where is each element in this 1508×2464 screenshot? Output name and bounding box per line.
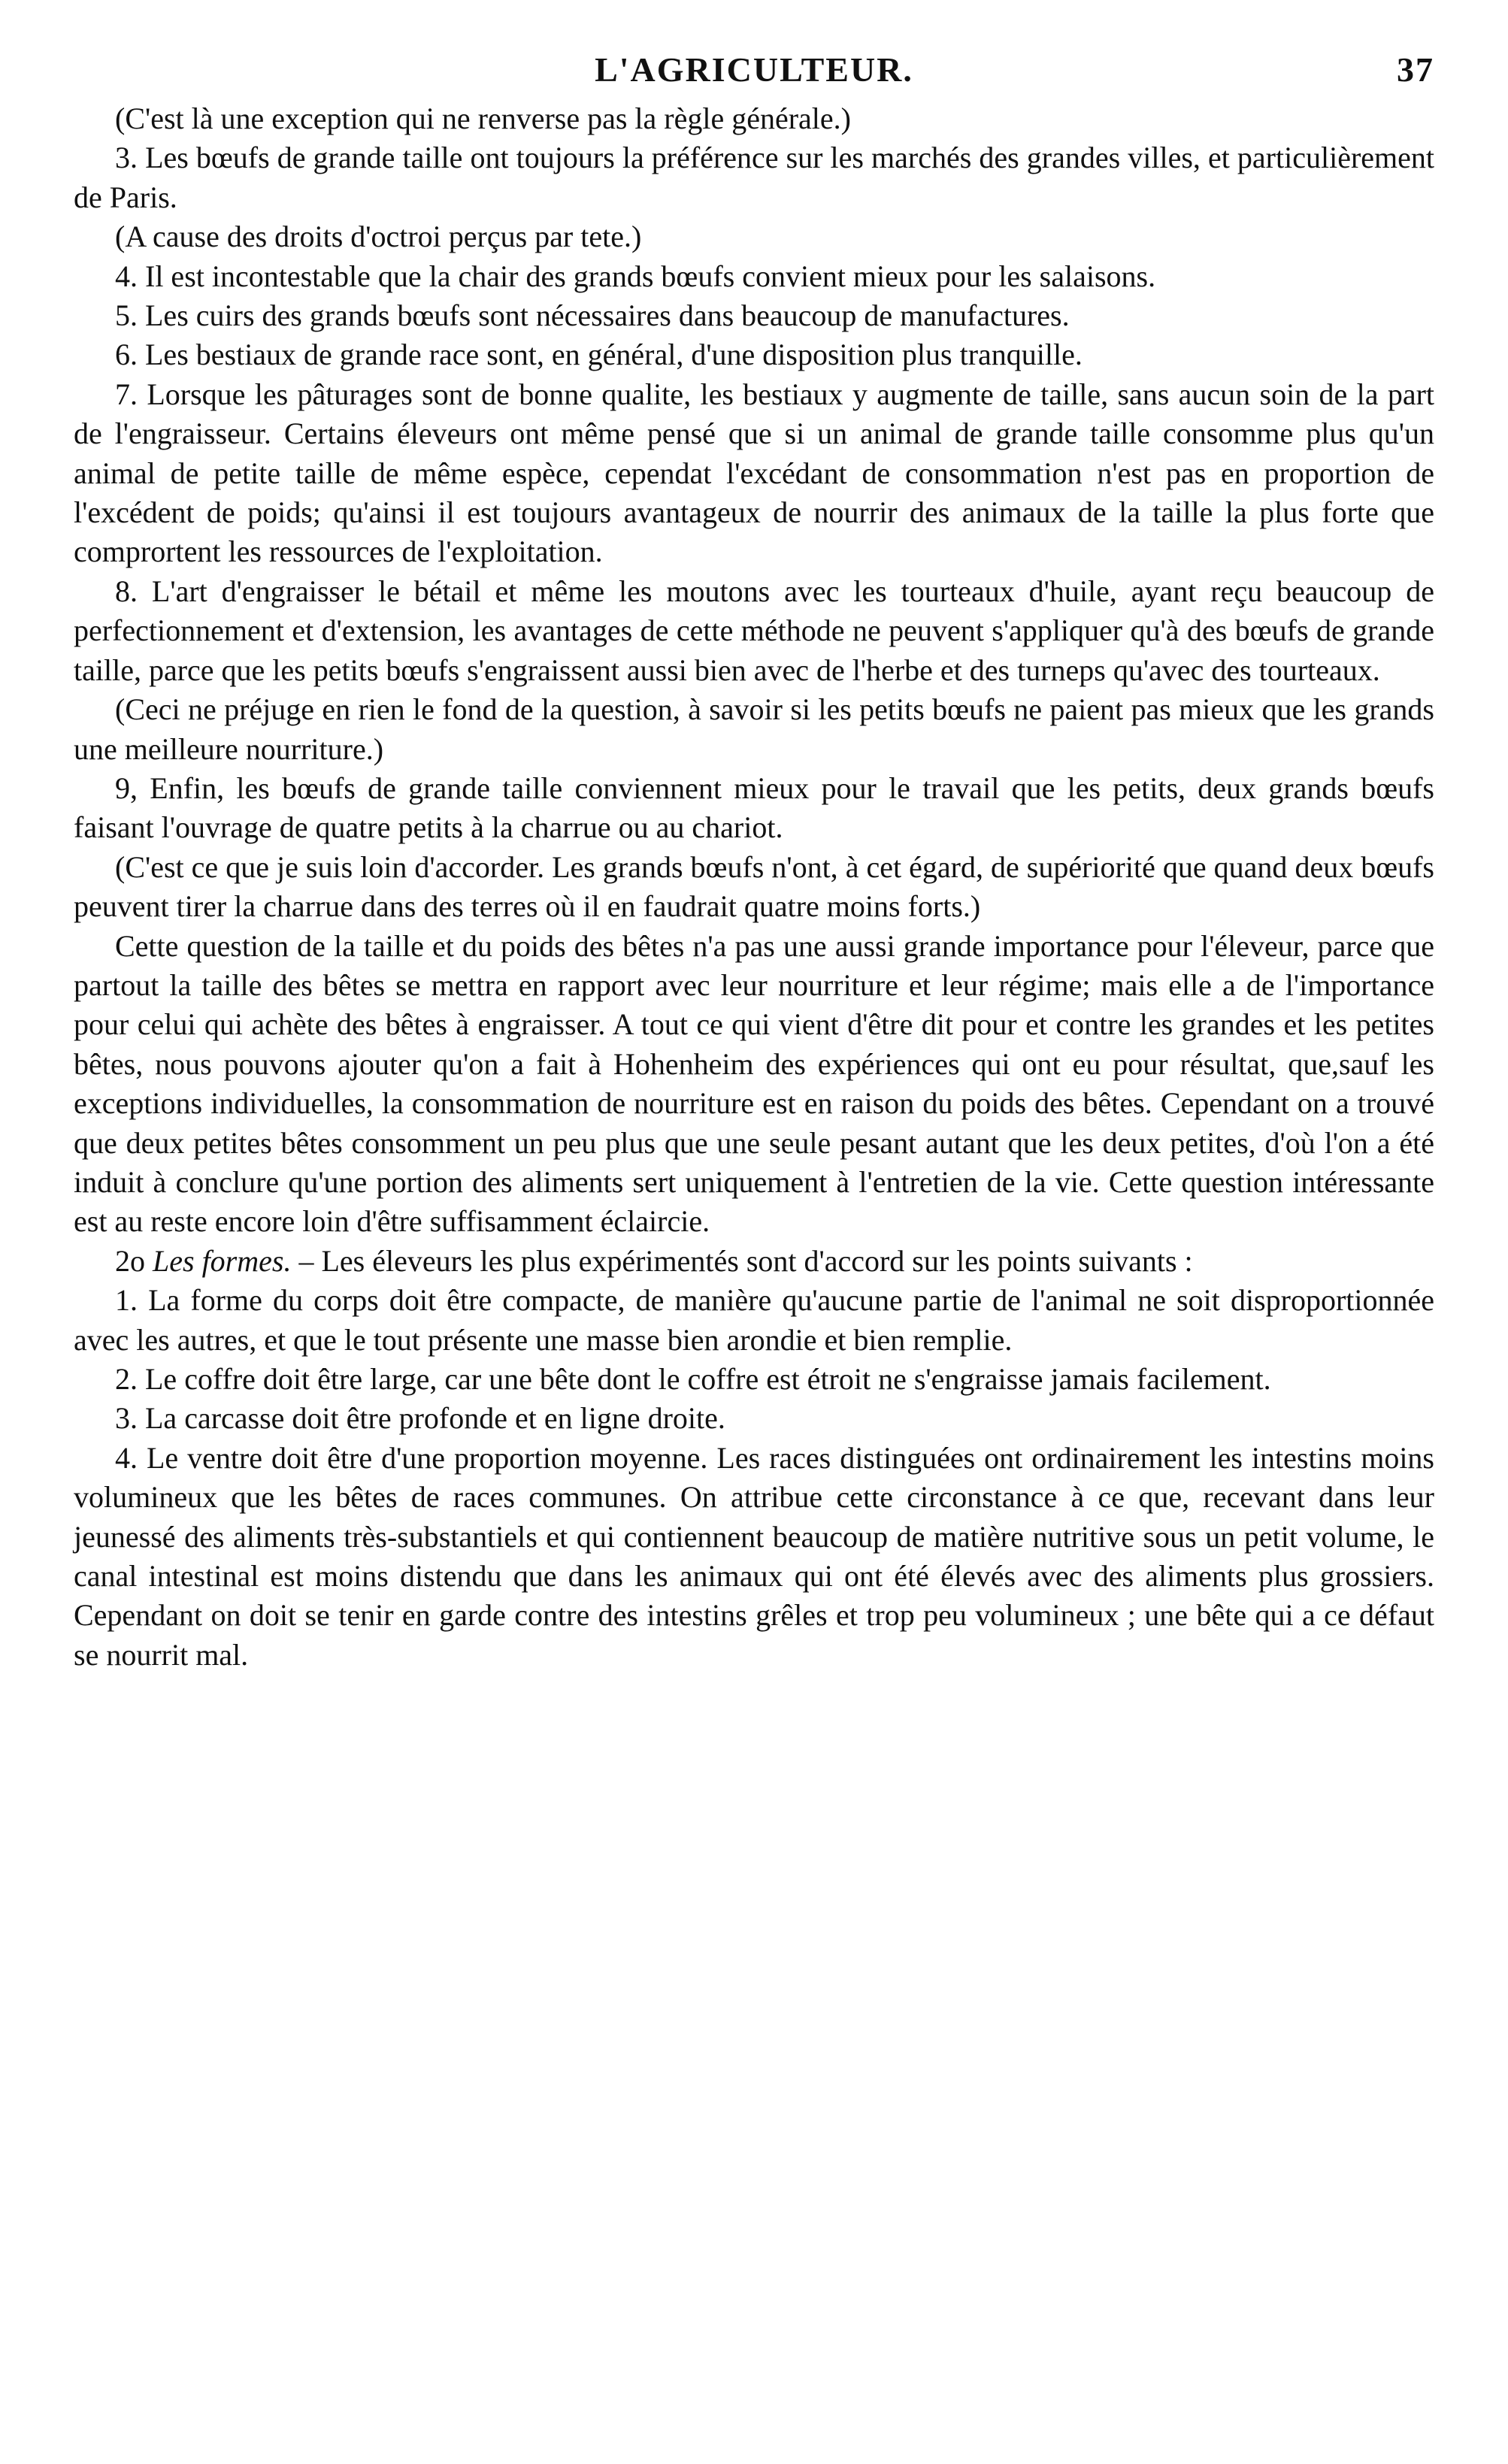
paragraph: (C'est là une exception qui ne renverse pas la règle générale.) (115, 101, 851, 135)
paragraph: 9, Enfin, les bœufs de grande taille conviennent mieux pour le travail que les petits, deux grands bœufs faisant l'ouvrage de quatre petits à la charrue ou au chariot. (74, 770, 1434, 845)
section-text: – Les éleveurs les plus expérimentés sont d'accord sur les points suivants : (291, 1243, 1193, 1278)
page-number: 37 (1397, 50, 1434, 89)
section-title: Les formes. (153, 1243, 292, 1278)
paragraph: 8. L'art d'engraisser le bétail et même les moutons avec les tourteaux d'huile, ayant reçu beaucoup de perfectionnement et d'extension, les avantages de cette méthode ne peuvent s'appliquer qu'à des bœufs de grande taille, parce que les petits bœufs s'engraissent aussi bien avec de l'herbe et des turneps qu'avec des tourteaux. (74, 574, 1434, 687)
paragraph: 7. Lorsque les pâturages sont de bonne qualite, les bestiaux y augmente de taille, sans aucun soin de la part de l'engraisseur. Certains éleveurs ont même pensé que si un animal de grande taille consomme plus qu'un animal de petite taille de même espèce, cependat l'excédant de consommation n'est pas en proportion de l'excédent de poids; qu'ainsi il est toujours avantageux de nourrir des animaux de la taille la plus forte que comprortent les ressources de l'exploitation. (74, 377, 1434, 569)
paragraph: 1. La forme du corps doit être compacte, de manière qu'aucune partie de l'animal ne soit disproportionnée avec les autres, et que le tout présente une masse bien arondie et bien remplie. (74, 1283, 1434, 1357)
section-number: 2o (115, 1243, 145, 1278)
section-heading-paragraph (74, 1242, 1434, 1281)
paragraph: Cette question de la taille et du poids des bêtes n'a pas une aussi grande importance pour l'éleveur, parce que partout la taille des bêtes se mettra en rapport avec leur nourriture et leur régime; mais elle a de l'importance pour celui qui achète des bêtes à engraisser. A tout ce qui vient d'être dit pour et contre les grandes et les petites bêtes, nous pouvons ajouter qu'on a fait à Hohenheim des expériences qui ont eu pour résultat, que,sauf les exceptions individuelles, la consommation de nourriture est en raison du poids des bêtes. Cependant on a trouvé que deux petites bêtes consomment un peu plus que une seule pesant autant que les deux petites, d'où l'on a été induit à conclure qu'une portion des aliments sert uniquement à l'entretien de la vie. Cette question intéressante est au reste encore loin d'être suffisamment éclaircie. (74, 928, 1434, 1239)
paragraph: 4. Il est incontestable que la chair des grands bœufs convient mieux pour les salaisons. (115, 259, 1156, 293)
running-header (74, 39, 1434, 99)
paragraph: (A cause des droits d'octroi perçus par tete.) (115, 219, 642, 254)
running-title: L'AGRICULTEUR. (595, 50, 913, 89)
paragraph: 5. Les cuirs des grands bœufs sont nécessaires dans beaucoup de manufactures. (115, 298, 1070, 333)
paragraph: 4. Le ventre doit être d'une proportion moyenne. Les races distinguées ont ordinairement les intestins moins volumineux que les bêtes de races communes. On attribue cette circonstance à ce que, recevant dans leur jeunessé des aliments très-substantiels et qui contiennent beaucoup de matière nutritive sous un petit volume, le canal intestinal est moins distendu que dans les animaux qui ont été élevés avec des aliments plus grossiers. Cependant on doit se tenir en garde contre des intestins grêles et trop peu volumineux ; une bête qui a ce défaut se nourrit mal. (74, 1440, 1434, 1672)
paragraph: (Ceci ne préjuge en rien le fond de la question, à savoir si les petits bœufs ne paient pas mieux que les grands une meilleure nourriture.) (74, 692, 1434, 766)
paragraph: 2. Le coffre doit être large, car une bête dont le coffre est étroit ne s'engraisse jamais facilement. (115, 1362, 1271, 1396)
paragraph: 3. La carcasse doit être profonde et en ligne droite. (115, 1401, 725, 1436)
paragraph: 6. Les bestiaux de grande race sont, en général, d'une disposition plus tranquille. (115, 338, 1083, 372)
paragraph: (C'est ce que je suis loin d'accorder. Les grands bœufs n'ont, à cet égard, de supériorité que quand deux bœufs peuvent tirer la charrue dans des terres où il en faudrait quatre moins forts.) (74, 849, 1434, 924)
body-text (74, 99, 1434, 1675)
paragraph: 3. Les bœufs de grande taille ont toujours la préférence sur les marchés des grandes villes, et particulièrement de Paris. (74, 141, 1434, 214)
